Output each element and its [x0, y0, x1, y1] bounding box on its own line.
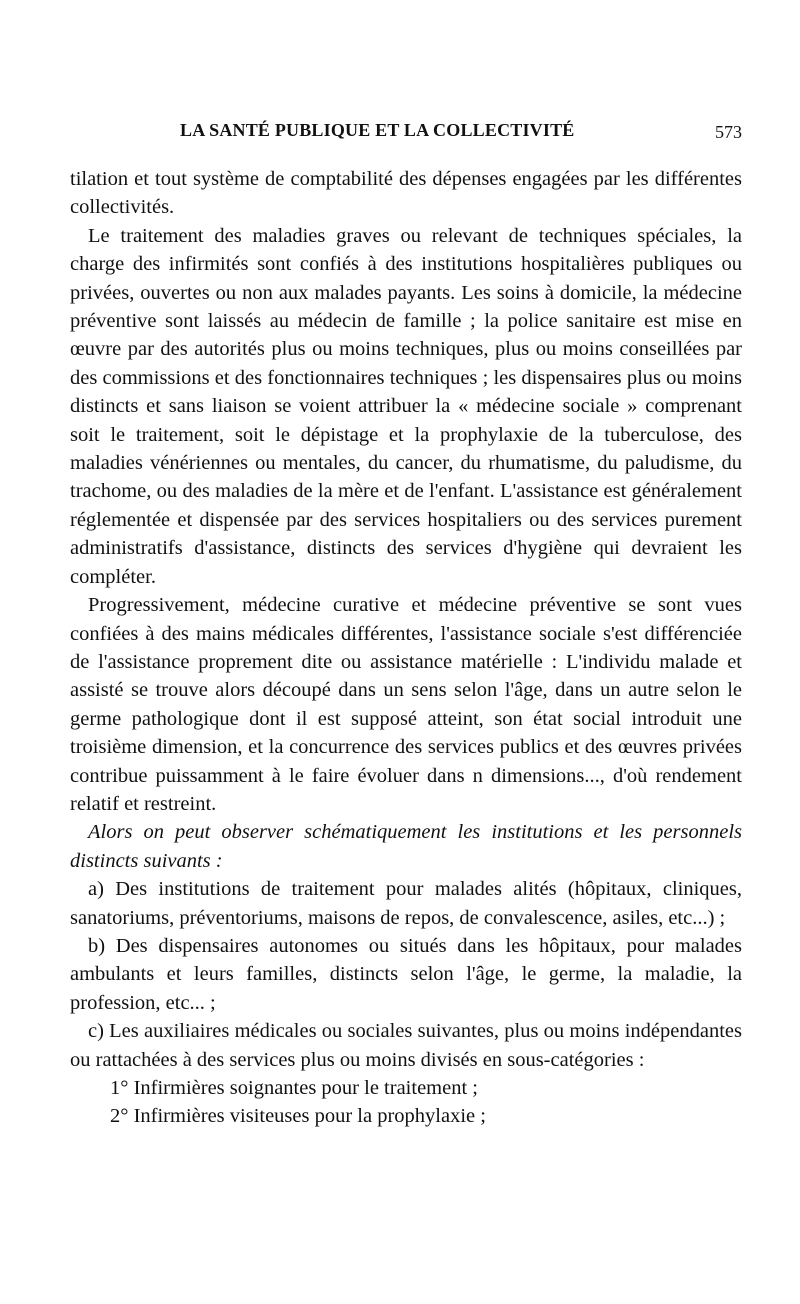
list-item-2: 2° Infirmières visiteuses pour la prophylaxie ;	[110, 1105, 486, 1128]
body-text	[70, 165, 742, 1131]
paragraph-item-c: c) Les auxiliaires médicales ou sociales suivantes, plus ou moins indépendantes ou rattachées à des services plus ou moins divisés en sous-catégories :	[70, 1020, 742, 1071]
list-item-1: 1° Infirmières soignantes pour le traitement ;	[110, 1077, 478, 1099]
paragraph-progressivement: Progressivement, médecine curative et médecine préventive se sont vues confiées à des mains médicales différentes, l'assistance sociale s'est différenciée de l'assistance proprement dite ou assistance matérielle : L'individu malade et assisté se trouve alors découpé dans un sens selon l'âge, dans un autre selon le germe pathologique dont il est supposé atteint, son état social introduit une troisième dimension, et la concurrence des services publics et des œuvres privées contribue puissamment à le faire évoluer dans n dimensions..., d'où rendement relatif et restreint.	[70, 594, 742, 815]
running-title: LA SANTÉ PUBLIQUE ET LA COLLECTIVITÉ	[180, 120, 575, 140]
paragraph-traitement: Le traitement des maladies graves ou relevant de techniques spéciales, la charge des infirmités sont confiés à des institutions hospitalières publiques ou privées, ouvertes ou non aux malades payants. Les soins à domicile, la médecine préventive sont laissés au médecin de famille ; la police sanitaire est mise en œuvre par des autorités plus ou moins techniques, plus ou moins conseillées par des commissions et des fonctionnaires techniques ; les dispensaires plus ou moins distincts et sans liaison se voient attribuer la « médecine sociale » comprenant soit le traitement, soit le dépistage et la prophylaxie de la tuberculose, des maladies vénériennes ou mentales, du cancer, du rhumatisme, du paludisme, du trachome, ou des maladies de la mère et de l'enfant. L'assistance est généralement réglementée et dispensée par des services hospitaliers ou des services purement administratifs d'assistance, distincts des services d'hygiène qui devraient les compléter.	[70, 224, 742, 588]
paragraph-item-a: a) Des institutions de traitement pour malades alités (hôpitaux, cliniques, sanatoriums, préventoriums, maisons de repos, de convalescence, asiles, etc...) ;	[70, 878, 742, 929]
page-header	[70, 120, 742, 150]
paragraph-intro-list: Alors on peut observer schématiquement les institutions et les personnels distincts suivants :	[70, 821, 742, 872]
page-number: 573	[715, 122, 742, 142]
paragraph-item-b: b) Des dispensaires autonomes ou situés dans les hôpitaux, pour malades ambulants et leurs familles, distincts selon l'âge, le germe, la maladie, la profession, etc... ;	[70, 934, 742, 1014]
paragraph-continuation: tilation et tout système de comptabilité des dépenses engagées par les différentes collectivités.	[70, 168, 742, 219]
